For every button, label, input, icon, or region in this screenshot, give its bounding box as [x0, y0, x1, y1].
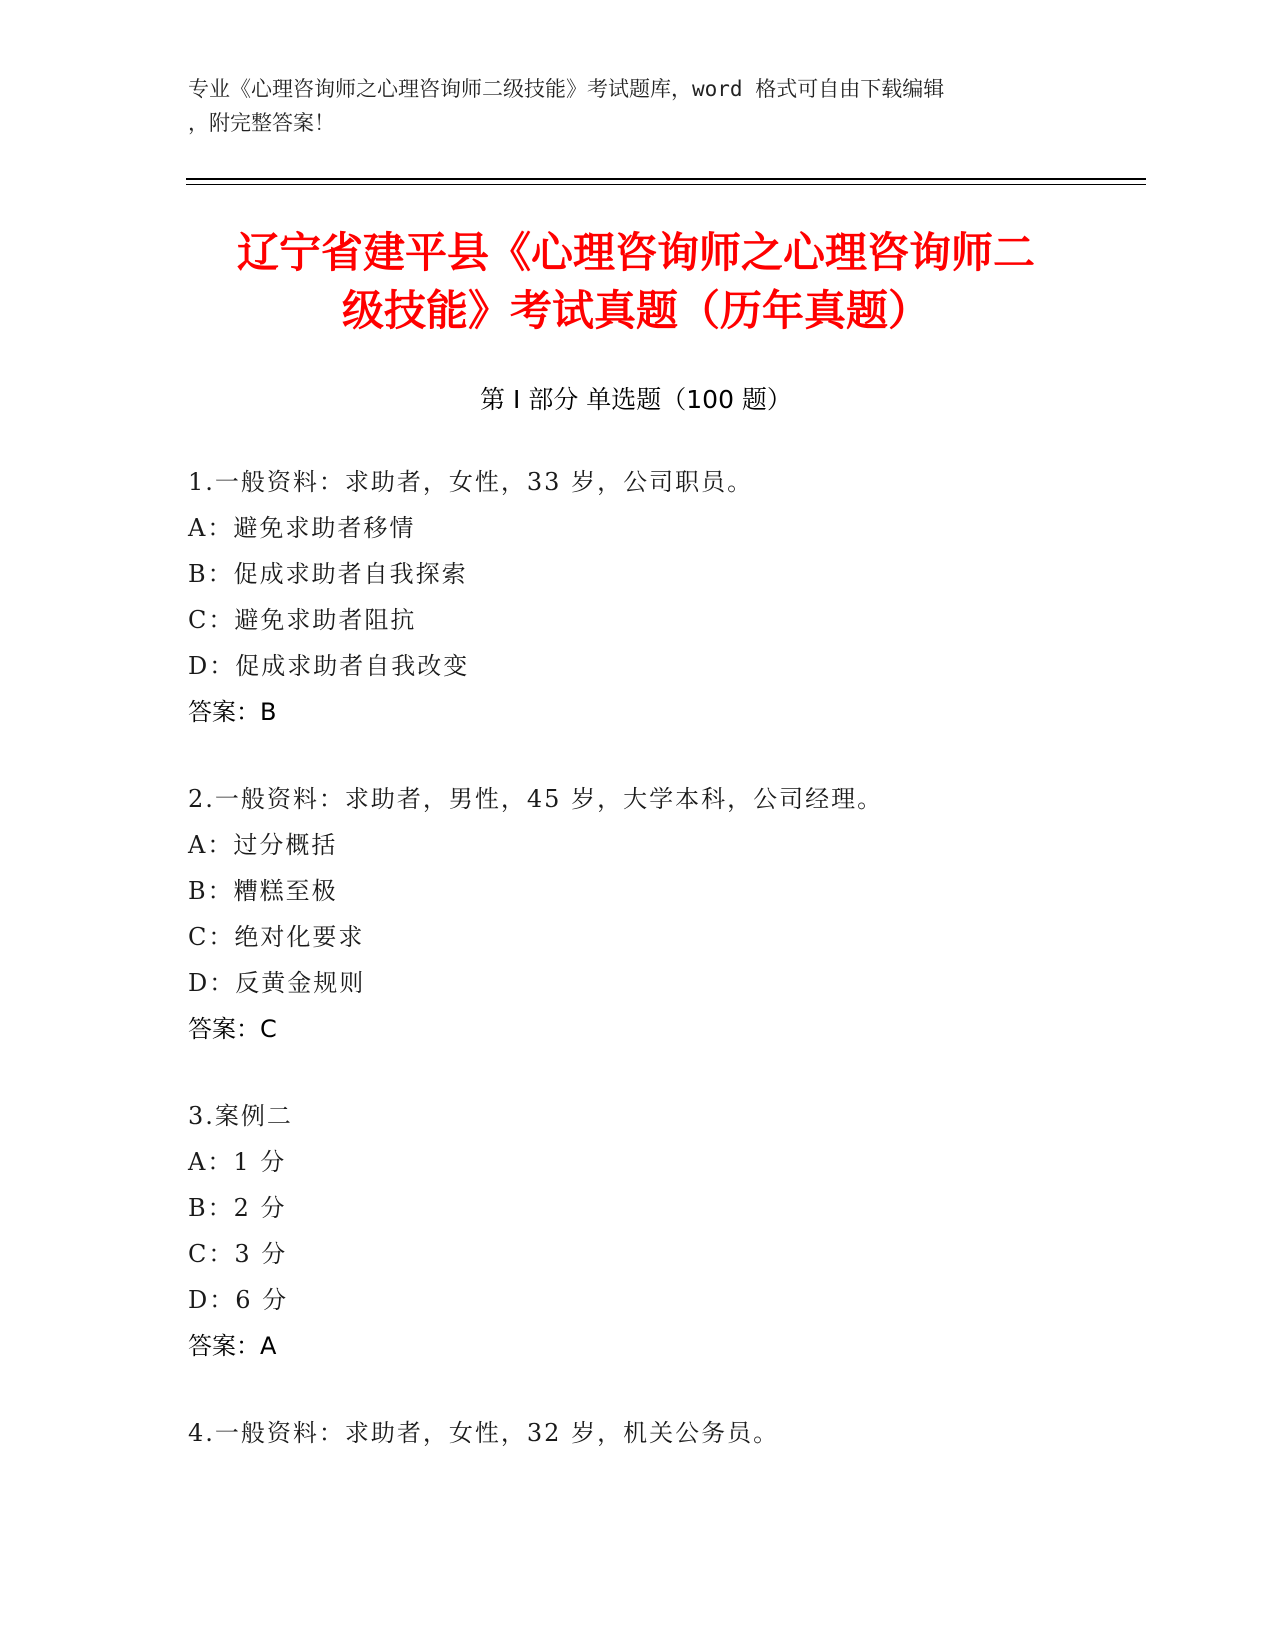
- question-stem: 2.一般资料：求助者，男性，45 岁，大学本科，公司经理。: [188, 785, 884, 813]
- header-note-line-2: ，附完整答案！: [188, 111, 335, 135]
- option-b: B：糟糕至极: [188, 877, 338, 905]
- option-c: C：3 分: [188, 1240, 288, 1268]
- option-a: A：过分概括: [188, 831, 338, 859]
- option-d: D：促成求助者自我改变: [188, 652, 470, 680]
- option-b: B：2 分: [188, 1194, 287, 1222]
- answer: 答案：A: [188, 1332, 277, 1360]
- header-note-line-1: 专业《心理咨询师之心理咨询师二级技能》考试题库，word 格式可自由下载编辑: [188, 77, 945, 101]
- option-b: B：促成求助者自我探索: [188, 560, 468, 588]
- question-stem: 4.一般资料：求助者，女性，32 岁，机关公务员。: [188, 1419, 780, 1447]
- answer: 答案：C: [188, 1015, 277, 1043]
- section-title: 第 I 部分 单选题（100 题）: [480, 385, 792, 414]
- document-title-line-2: 级技能》考试真题（历年真题）: [341, 286, 930, 335]
- document-title-line-1: 辽宁省建平县《心理咨询师之心理咨询师二: [236, 228, 1035, 277]
- option-d: D：反黄金规则: [188, 969, 366, 997]
- header-divider-thin: [186, 184, 1146, 185]
- question-2: [188, 776, 1128, 1052]
- option-a: A：1 分: [188, 1148, 287, 1176]
- header-note: [188, 72, 1088, 140]
- option-c: C：避免求助者阻抗: [188, 606, 417, 634]
- answer: 答案：B: [188, 698, 277, 726]
- option-c: C：绝对化要求: [188, 923, 365, 951]
- question-stem: 1.一般资料：求助者，女性，33 岁，公司职员。: [188, 468, 754, 496]
- question-3: [188, 1093, 1128, 1369]
- question-1: [188, 459, 1128, 735]
- question-stem: 3.案例二: [188, 1102, 293, 1130]
- question-4: [188, 1410, 1128, 1456]
- option-d: D：6 分: [188, 1286, 289, 1314]
- header-divider-thick: [186, 178, 1146, 180]
- option-a: A：避免求助者移情: [188, 514, 416, 542]
- document-title: [186, 224, 1086, 340]
